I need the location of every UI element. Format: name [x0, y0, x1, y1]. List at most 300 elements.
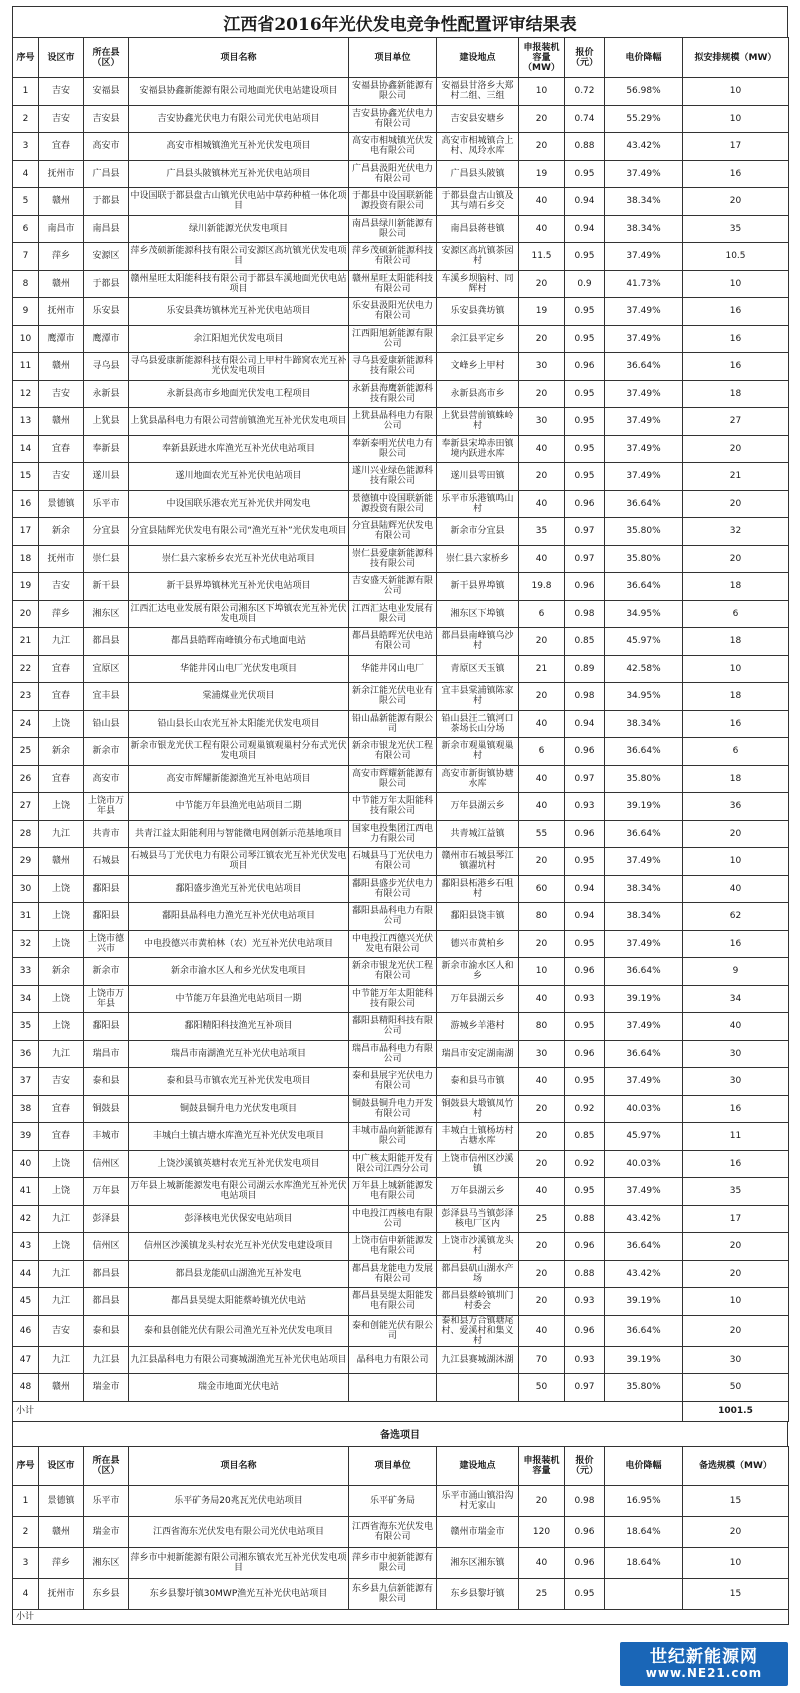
- column-header-cell: 项目名称: [129, 38, 349, 78]
- table-cell: 0.95: [565, 435, 605, 463]
- table-row: [13, 160, 789, 188]
- table-cell: 56.98%: [605, 78, 683, 106]
- table-cell: 45.97%: [605, 628, 683, 656]
- alternate-column-header-cell: 备选规模（MW）: [683, 1446, 789, 1485]
- table-cell: 0.96: [565, 1516, 605, 1547]
- table-cell: 40: [519, 435, 565, 463]
- table-row: [13, 958, 789, 986]
- column-header-cell: 设区市: [39, 38, 84, 78]
- table-cell: 萍乡茂硕新能源科技有限公司安源区高坑镇光伏发电项目: [129, 243, 349, 271]
- table-cell: 吉安盛天新能源有限公司: [349, 573, 437, 601]
- table-cell: 30: [683, 1346, 789, 1374]
- table-cell: 44: [13, 1260, 39, 1288]
- site-logo: [620, 1642, 788, 1686]
- table-cell: 九江县晶科电力有限公司赛城湖渔光互补光伏电站项目: [129, 1346, 349, 1374]
- table-cell: 20: [519, 133, 565, 161]
- table-row: [13, 490, 789, 518]
- table-cell: 20: [683, 490, 789, 518]
- table-cell: 10: [683, 1547, 789, 1578]
- table-cell: 泰和县马市镇农光互补光伏发电项目: [129, 1068, 349, 1096]
- alternate-column-header-cell: 报价（元）: [565, 1446, 605, 1485]
- table-cell: 都昌县矶山湖水产场: [437, 1260, 519, 1288]
- table-cell: 宜原区: [84, 655, 129, 683]
- table-cell: 27: [683, 408, 789, 436]
- table-cell: 16: [683, 1150, 789, 1178]
- table-cell: 40: [13, 1150, 39, 1178]
- table-cell: 泰和县展宇光伏电力有限公司: [349, 1068, 437, 1096]
- table-cell: 于都县中设国联新能源投资有限公司: [349, 188, 437, 216]
- table-cell: 鄱阳盛步渔光互补光伏电站项目: [129, 875, 349, 903]
- table-cell: 余江阳旭光伏发电项目: [129, 325, 349, 353]
- table-cell: 铅山县: [84, 710, 129, 738]
- table-cell: 景德镇中设国联新能源投资有限公司: [349, 490, 437, 518]
- table-cell: 41: [13, 1178, 39, 1206]
- table-cell: 遂川县雩田镇: [437, 463, 519, 491]
- table-cell: 吉安: [39, 78, 84, 106]
- table-cell: 20: [683, 1233, 789, 1261]
- table-cell: 东乡县黎圩镇: [437, 1578, 519, 1609]
- table-cell: 40: [519, 1547, 565, 1578]
- table-cell: 泰和县万合镇塘尾村、爱溪村和集义村: [437, 1315, 519, 1346]
- table-cell: 19: [519, 160, 565, 188]
- table-cell: 萍乡市中昶新能源有限公司: [349, 1547, 437, 1578]
- table-cell: 0.94: [565, 710, 605, 738]
- table-cell: 宜春: [39, 133, 84, 161]
- table-cell: 南昌县绿川新能源有限公司: [349, 215, 437, 243]
- table-row: [13, 985, 789, 1013]
- table-cell: 丰城白土镇古塘水库渔光互补光伏发电项目: [129, 1123, 349, 1151]
- table-cell: 湘东区下埠镇: [437, 600, 519, 628]
- table-cell: 信州区: [84, 1150, 129, 1178]
- table-row: [13, 1374, 789, 1402]
- table-cell: 20: [519, 1123, 565, 1151]
- table-cell: 37.49%: [605, 243, 683, 271]
- table-cell: 10: [683, 655, 789, 683]
- table-cell: 43.42%: [605, 133, 683, 161]
- table-row: [13, 1346, 789, 1374]
- table-cell: 鄱阳县饶丰镇: [437, 903, 519, 931]
- table-cell: 乐平市乐港镇鸣山村: [437, 490, 519, 518]
- table-cell: 中设国联乐港农光互补光伏并网发电: [129, 490, 349, 518]
- table-cell: 45: [13, 1288, 39, 1316]
- table-cell: 20: [519, 683, 565, 711]
- table-row: [13, 1013, 789, 1041]
- table-cell: 39.19%: [605, 1346, 683, 1374]
- table-cell: 18: [683, 380, 789, 408]
- table-row: [13, 683, 789, 711]
- table-cell: 18: [683, 683, 789, 711]
- table-cell: 安福县协鑫新能源有限公司: [349, 78, 437, 106]
- table-cell: 0.94: [565, 903, 605, 931]
- table-cell: 宜春: [39, 655, 84, 683]
- table-cell: 中节能万年太阳能科技有限公司: [349, 985, 437, 1013]
- table-cell: 36.64%: [605, 958, 683, 986]
- table-cell: 上犹县: [84, 408, 129, 436]
- table-cell: 湘东区: [84, 1547, 129, 1578]
- table-cell: 0.93: [565, 1346, 605, 1374]
- table-cell: 37.49%: [605, 298, 683, 326]
- table-cell: 乐安县: [84, 298, 129, 326]
- table-cell: 18: [683, 765, 789, 793]
- table-cell: 九江: [39, 820, 84, 848]
- table-cell: 34: [13, 985, 39, 1013]
- table-cell: 瑞金市: [84, 1374, 129, 1402]
- table-cell: 中节能万年县渔光电站项目一期: [129, 985, 349, 1013]
- table-cell: 都昌县昊缇太阳能蔡岭镇光伏电站: [129, 1288, 349, 1316]
- table-cell: 37.49%: [605, 380, 683, 408]
- table-cell: 40: [519, 710, 565, 738]
- table-cell: 16: [683, 160, 789, 188]
- table-row: [13, 793, 789, 821]
- table-cell: 36.64%: [605, 738, 683, 766]
- table-cell: 0.96: [565, 738, 605, 766]
- alternate-column-header-cell: 设区市: [39, 1446, 84, 1485]
- table-cell: 鹰潭市: [84, 325, 129, 353]
- table-cell: 32: [13, 930, 39, 958]
- table-cell: 九江: [39, 1346, 84, 1374]
- table-row: [13, 710, 789, 738]
- table-cell: 20: [519, 930, 565, 958]
- table-cell: 36.64%: [605, 353, 683, 381]
- table-cell: 3: [13, 1547, 39, 1578]
- table-cell: 铜鼓县大塅镇凤竹村: [437, 1095, 519, 1123]
- table-cell: 都昌县龙能电力发展有限公司: [349, 1260, 437, 1288]
- table-cell: 奉新县宋埠赤田镇境内跃进水库: [437, 435, 519, 463]
- table-cell: 18: [683, 573, 789, 601]
- table-cell: 铜鼓县: [84, 1095, 129, 1123]
- logo-url: www.NE21.com: [645, 1666, 763, 1680]
- table-cell: 新余市: [84, 958, 129, 986]
- table-cell: 35: [683, 215, 789, 243]
- table-cell: 乐平市涌山镇沿沟村无家山: [437, 1485, 519, 1516]
- table-row: [13, 1040, 789, 1068]
- table-cell: 36: [13, 1040, 39, 1068]
- table-cell: 九江县赛城湖沐湖: [437, 1346, 519, 1374]
- table-cell: 吉安: [39, 1315, 84, 1346]
- table-cell: 40: [519, 793, 565, 821]
- table-cell: 湘东区: [84, 600, 129, 628]
- table-cell: 80: [519, 903, 565, 931]
- table-cell: 华能井冈山电厂光伏发电项目: [129, 655, 349, 683]
- table-row: [13, 215, 789, 243]
- table-cell: [349, 1374, 437, 1402]
- table-cell: 上饶市万年县: [84, 985, 129, 1013]
- table-cell: 新余市银龙光伏工程有限公司: [349, 738, 437, 766]
- table-cell: 九江: [39, 1288, 84, 1316]
- table-cell: 余江县平定乡: [437, 325, 519, 353]
- table-cell: 萍乡市中昶新能源有限公司湘东镇农光互补光伏发电项目: [129, 1547, 349, 1578]
- table-cell: 20: [683, 188, 789, 216]
- table-cell: 广昌县头陂镇: [437, 160, 519, 188]
- table-cell: [437, 1374, 519, 1402]
- table-cell: 20: [683, 1315, 789, 1346]
- alternate-section-title: 备选项目: [12, 1422, 788, 1446]
- table-cell: 39.19%: [605, 985, 683, 1013]
- alternate-table-row: [13, 1485, 789, 1516]
- table-cell: 奉新县: [84, 435, 129, 463]
- table-cell: 宜丰县棠浦镇陈家村: [437, 683, 519, 711]
- table-cell: 上饶市沙溪镇龙头村: [437, 1233, 519, 1261]
- table-row: [13, 133, 789, 161]
- results-table: [12, 37, 789, 1422]
- table-cell: 40: [519, 188, 565, 216]
- table-cell: 新余市观巢镇观巢村: [437, 738, 519, 766]
- table-cell: 遂川兴业绿色能源科技有限公司: [349, 463, 437, 491]
- table-cell: 36.64%: [605, 1315, 683, 1346]
- table-cell: 鄱阳县: [84, 1013, 129, 1041]
- table-cell: 新余市银龙光伏工程有限公司观巢镇观巢村分布式光伏发电项目: [129, 738, 349, 766]
- table-cell: 都昌县皓晖南峰镇分布式地面电站: [129, 628, 349, 656]
- table-cell: 20: [683, 820, 789, 848]
- table-cell: 丰城市晶向新能源有限公司: [349, 1123, 437, 1151]
- table-cell: 上饶: [39, 710, 84, 738]
- table-cell: 寻乌县: [84, 353, 129, 381]
- table-cell: 14: [13, 435, 39, 463]
- table-cell: 0.92: [565, 1095, 605, 1123]
- table-cell: 0.95: [565, 1013, 605, 1041]
- table-cell: 万年县湖云乡: [437, 793, 519, 821]
- table-cell: 31: [13, 903, 39, 931]
- table-cell: 瑞昌市: [84, 1040, 129, 1068]
- table-cell: 赣州: [39, 408, 84, 436]
- table-cell: 铜鼓县铜升电力开发有限公司: [349, 1095, 437, 1123]
- table-cell: 9: [13, 298, 39, 326]
- table-cell: 16: [683, 710, 789, 738]
- table-cell: 16: [683, 325, 789, 353]
- table-cell: 晶科电力有限公司: [349, 1346, 437, 1374]
- table-cell: 于都县: [84, 270, 129, 298]
- table-row: [13, 1095, 789, 1123]
- table-cell: 乐安县龚坊镇林光互补光伏电站项目: [129, 298, 349, 326]
- table-cell: 崇仁县六家桥乡农光互补光伏电站项目: [129, 545, 349, 573]
- table-cell: 上饶: [39, 930, 84, 958]
- table-cell: 绿川新能源光伏发电项目: [129, 215, 349, 243]
- table-cell: 0.95: [565, 1178, 605, 1206]
- table-cell: 瑞昌市安定湖南湖: [437, 1040, 519, 1068]
- table-cell: 0.95: [565, 1578, 605, 1609]
- table-cell: 18.64%: [605, 1516, 683, 1547]
- table-row: [13, 1178, 789, 1206]
- table-cell: 15: [683, 1578, 789, 1609]
- table-cell: 九江: [39, 1040, 84, 1068]
- table-cell: 20: [13, 600, 39, 628]
- table-cell: 40: [519, 1068, 565, 1096]
- table-cell: 鄱阳县晶科电力渔光互补光伏电站项目: [129, 903, 349, 931]
- table-cell: 10: [683, 78, 789, 106]
- table-cell: 新干县界埠镇林光互补光伏电站项目: [129, 573, 349, 601]
- table-cell: 游城乡羊港村: [437, 1013, 519, 1041]
- table-cell: 乐平矿务局: [349, 1485, 437, 1516]
- table-cell: 宜春: [39, 765, 84, 793]
- table-cell: 上犹县晶科电力有限公司营前镇渔光互补光伏发电项目: [129, 408, 349, 436]
- subtotal-value: 1001.5: [683, 1401, 789, 1421]
- table-cell: 18.64%: [605, 1547, 683, 1578]
- table-row: [13, 1068, 789, 1096]
- table-cell: 信州区沙溪镇龙头村农光互补光伏发电建设项目: [129, 1233, 349, 1261]
- table-cell: [605, 1578, 683, 1609]
- table-cell: 30: [519, 1040, 565, 1068]
- table-cell: 6: [519, 738, 565, 766]
- table-cell: 20: [519, 1150, 565, 1178]
- table-cell: 江西省海东光伏发电有限公司: [349, 1516, 437, 1547]
- table-cell: 赣州: [39, 353, 84, 381]
- table-cell: 吉安: [39, 1068, 84, 1096]
- table-cell: 42.58%: [605, 655, 683, 683]
- table-cell: 20: [519, 270, 565, 298]
- table-cell: 0.85: [565, 628, 605, 656]
- table-cell: 新余市分宜县: [437, 518, 519, 546]
- table-cell: 崇仁县: [84, 545, 129, 573]
- alternate-table-row: [13, 1547, 789, 1578]
- table-cell: 分宜县: [84, 518, 129, 546]
- table-cell: 萍乡: [39, 600, 84, 628]
- table-cell: 13: [13, 408, 39, 436]
- table-cell: 17: [683, 133, 789, 161]
- table-cell: 华能井冈山电厂: [349, 655, 437, 683]
- table-cell: 信州区: [84, 1233, 129, 1261]
- table-cell: 赣州星旺太阳能科技有限公司于都县车溪地面光伏电站项目: [129, 270, 349, 298]
- table-cell: 2: [13, 105, 39, 133]
- table-cell: 永新县: [84, 380, 129, 408]
- table-cell: 中广核太阳能开发有限公司江西分公司: [349, 1150, 437, 1178]
- table-cell: 0.96: [565, 353, 605, 381]
- table-cell: 上饶: [39, 903, 84, 931]
- table-row: [13, 270, 789, 298]
- table-cell: 34.95%: [605, 600, 683, 628]
- table-cell: 泰和创能光伏有限公司: [349, 1315, 437, 1346]
- table-cell: 35.80%: [605, 1374, 683, 1402]
- table-cell: 都昌县皓晖光伏电站有限公司: [349, 628, 437, 656]
- table-cell: 青原区天玉镇: [437, 655, 519, 683]
- table-cell: 共青市: [84, 820, 129, 848]
- table-cell: 40: [519, 1178, 565, 1206]
- table-cell: 石城县马丁光伏电力有限公司: [349, 848, 437, 876]
- table-cell: 21: [13, 628, 39, 656]
- table-cell: 于都县盘古山镇及其与靖石乡交: [437, 188, 519, 216]
- table-row: [13, 380, 789, 408]
- table-cell: 都昌县蔡岭镇圳门村委会: [437, 1288, 519, 1316]
- table-cell: 广昌县汲阳光伏电力有限公司: [349, 160, 437, 188]
- table-cell: 37.49%: [605, 435, 683, 463]
- table-row: [13, 353, 789, 381]
- table-cell: 1: [13, 1485, 39, 1516]
- table-row: [13, 848, 789, 876]
- column-header-cell: 项目单位: [349, 38, 437, 78]
- table-cell: 安福县: [84, 78, 129, 106]
- table-cell: 0.72: [565, 78, 605, 106]
- table-cell: 16.95%: [605, 1485, 683, 1516]
- table-cell: 48: [13, 1374, 39, 1402]
- table-cell: 高安市相城镇合上村、凤玲水库: [437, 133, 519, 161]
- table-cell: 永新县高市乡: [437, 380, 519, 408]
- table-cell: 17: [13, 518, 39, 546]
- table-cell: 乐平矿务局20兆瓦光伏电站项目: [129, 1485, 349, 1516]
- table-cell: 0.95: [565, 848, 605, 876]
- table-cell: 39: [13, 1123, 39, 1151]
- table-cell: 0.88: [565, 1205, 605, 1233]
- table-cell: 铅山县汪二镇河口茶场长山分场: [437, 710, 519, 738]
- table-cell: 上饶: [39, 1013, 84, 1041]
- table-cell: 37.49%: [605, 160, 683, 188]
- table-cell: 万年县湖云乡: [437, 1178, 519, 1206]
- results-sheet: [12, 6, 788, 1625]
- table-cell: 37: [13, 1068, 39, 1096]
- table-cell: 江西汇达电业发展有限公司湘东区下埠镇农光互补光伏发电项目: [129, 600, 349, 628]
- table-cell: 40.03%: [605, 1095, 683, 1123]
- table-cell: 11: [683, 1123, 789, 1151]
- table-cell: 34.95%: [605, 683, 683, 711]
- table-cell: 33: [13, 958, 39, 986]
- table-cell: 吉安: [39, 573, 84, 601]
- table-row: [13, 188, 789, 216]
- table-cell: 丰城白土镇杨坊村古塘水库: [437, 1123, 519, 1151]
- table-cell: 景德镇: [39, 1485, 84, 1516]
- table-cell: 赣州: [39, 848, 84, 876]
- table-row: [13, 1233, 789, 1261]
- table-row: [13, 738, 789, 766]
- table-cell: 0.88: [565, 1260, 605, 1288]
- table-cell: 25: [13, 738, 39, 766]
- table-cell: 36: [683, 793, 789, 821]
- table-row: [13, 1150, 789, 1178]
- table-cell: 0.88: [565, 133, 605, 161]
- table-cell: 新干县界埠镇: [437, 573, 519, 601]
- table-cell: 九江: [39, 1205, 84, 1233]
- alternate-table-row: [13, 1578, 789, 1609]
- table-cell: 赣州: [39, 1374, 84, 1402]
- table-cell: 35: [683, 1178, 789, 1206]
- table-cell: 0.93: [565, 985, 605, 1013]
- table-cell: 吉安协鑫光伏电力有限公司光伏电站项目: [129, 105, 349, 133]
- table-cell: 安福县甘洛乡大郑村二组、三组: [437, 78, 519, 106]
- table-cell: 27: [13, 793, 39, 821]
- table-row: [13, 1315, 789, 1346]
- alternate-column-header-cell: 电价降幅: [605, 1446, 683, 1485]
- table-cell: 上饶市万年县: [84, 793, 129, 821]
- table-cell: 35.80%: [605, 518, 683, 546]
- logo-text: 世纪新能源网: [650, 1647, 758, 1667]
- table-row: [13, 463, 789, 491]
- table-cell: 高安市相城镇渔光互补光伏发电项目: [129, 133, 349, 161]
- table-cell: 37.49%: [605, 1068, 683, 1096]
- table-cell: 上饶: [39, 875, 84, 903]
- table-cell: 车溪乡坝脑村、同辉村: [437, 270, 519, 298]
- table-cell: 国家电投集团江西电力有限公司: [349, 820, 437, 848]
- table-cell: 23: [13, 683, 39, 711]
- alternate-column-header-cell: 建设地点: [437, 1446, 519, 1485]
- table-cell: 120: [519, 1516, 565, 1547]
- table-cell: 上饶市德兴市: [84, 930, 129, 958]
- column-header-cell: 拟安排规模（MW）: [683, 38, 789, 78]
- alternate-column-header-cell: 所在县（区）: [84, 1446, 129, 1485]
- table-cell: 38: [13, 1095, 39, 1123]
- table-cell: 24: [13, 710, 39, 738]
- table-cell: 安源区: [84, 243, 129, 271]
- table-cell: 新干县: [84, 573, 129, 601]
- table-cell: 都昌县: [84, 1260, 129, 1288]
- table-cell: 江西阳旭新能源有限公司: [349, 325, 437, 353]
- table-row: [13, 518, 789, 546]
- table-row: [13, 655, 789, 683]
- table-cell: 新余市渝水区人和乡光伏发电项目: [129, 958, 349, 986]
- table-cell: 瑞金市: [84, 1516, 129, 1547]
- table-cell: 宜春: [39, 1095, 84, 1123]
- table-cell: 10: [519, 78, 565, 106]
- table-cell: 南昌县蒋巷镇: [437, 215, 519, 243]
- table-cell: 0.98: [565, 683, 605, 711]
- table-cell: 宜丰县: [84, 683, 129, 711]
- table-cell: 鄱阳精阳科技渔光互补项目: [129, 1013, 349, 1041]
